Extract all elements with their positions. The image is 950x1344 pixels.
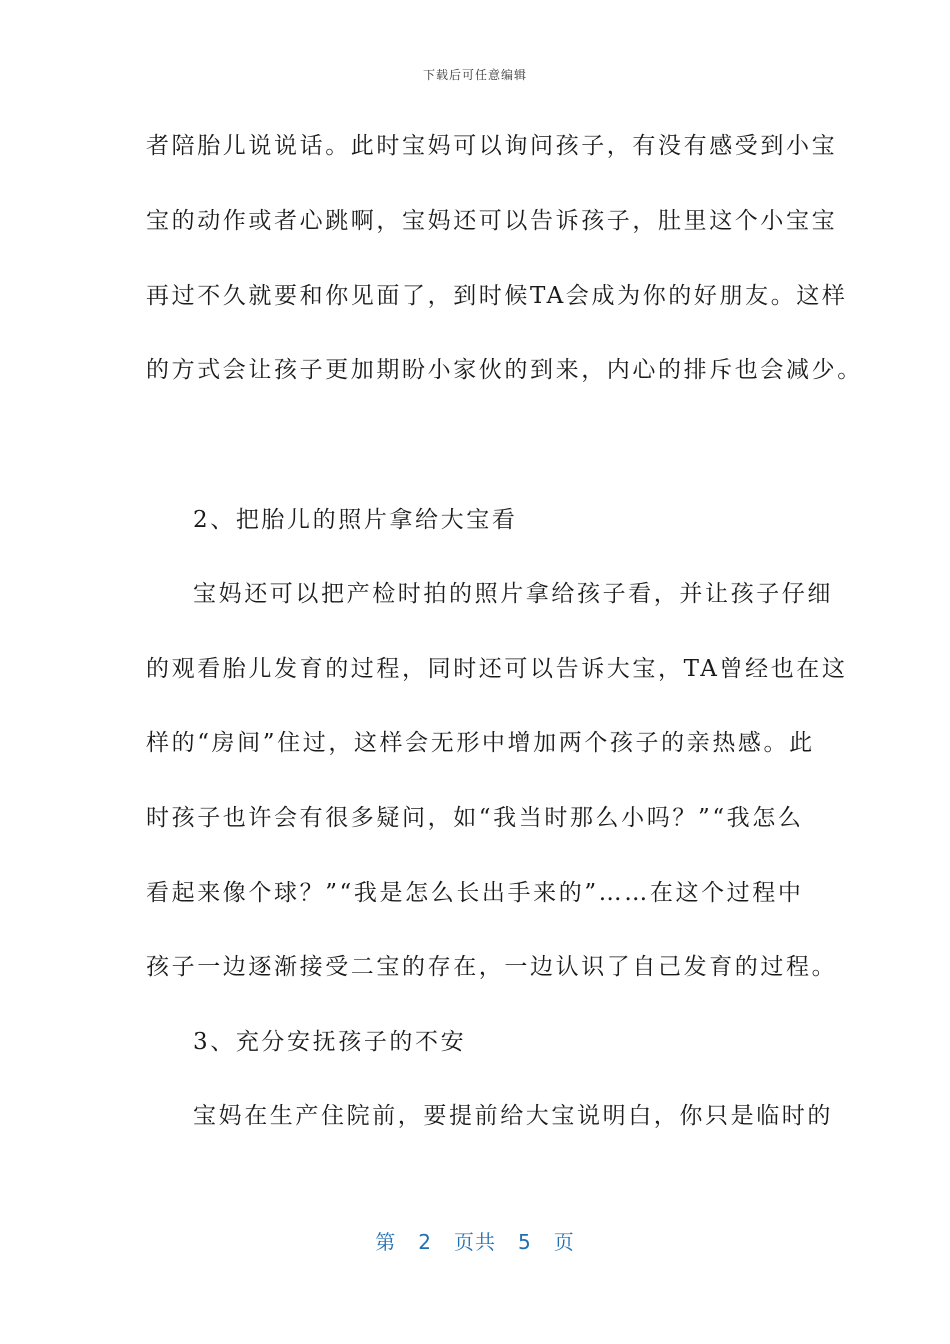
- page-footer: [0, 1226, 950, 1255]
- body-line: 者陪胎儿说说话。此时宝妈可以询问孩子，有没有感受到小宝: [146, 133, 838, 159]
- footer-total-pages: 5: [518, 1230, 532, 1254]
- section-heading: 3、充分安抚孩子的不安: [193, 1029, 467, 1055]
- footer-suffix: 页: [553, 1230, 575, 1254]
- body-line: 孩子一边逐渐接受二宝的存在，一边认识了自己发育的过程。: [146, 954, 838, 980]
- footer-prefix: 第: [375, 1230, 397, 1254]
- body-line: 宝妈还可以把产检时拍的照片拿给孩子看，并让孩子仔细: [193, 581, 833, 607]
- footer-current-page: 2: [418, 1230, 432, 1254]
- body-line: 的方式会让孩子更加期盼小家伙的到来，内心的排斥也会减少。: [146, 357, 863, 383]
- body-line: 看起来像个球？”“我是怎么长出手来的”……在这个过程中: [146, 880, 804, 906]
- body-line: 宝妈在生产住院前，要提前给大宝说明白，你只是临时的: [193, 1103, 833, 1129]
- section-heading: 2、把胎儿的照片拿给大宝看: [193, 507, 518, 533]
- body-line: 宝的动作或者心跳啊，宝妈还可以告诉孩子，肚里这个小宝宝: [146, 208, 838, 234]
- footer-middle: 页共: [454, 1230, 496, 1254]
- body-line: 样的“房间”住过，这样会无形中增加两个孩子的亲热感。此: [146, 730, 815, 756]
- body-line: 的观看胎儿发育的过程，同时还可以告诉大宝，TA曾经也在这: [146, 656, 848, 682]
- body-line: 时孩子也许会有很多疑问，如“我当时那么小吗？”“我怎么: [146, 805, 804, 831]
- body-line: 再过不久就要和你见面了，到时候TA会成为你的好朋友。这样: [146, 283, 848, 309]
- page-header-note: 下载后可任意编辑: [422, 68, 527, 82]
